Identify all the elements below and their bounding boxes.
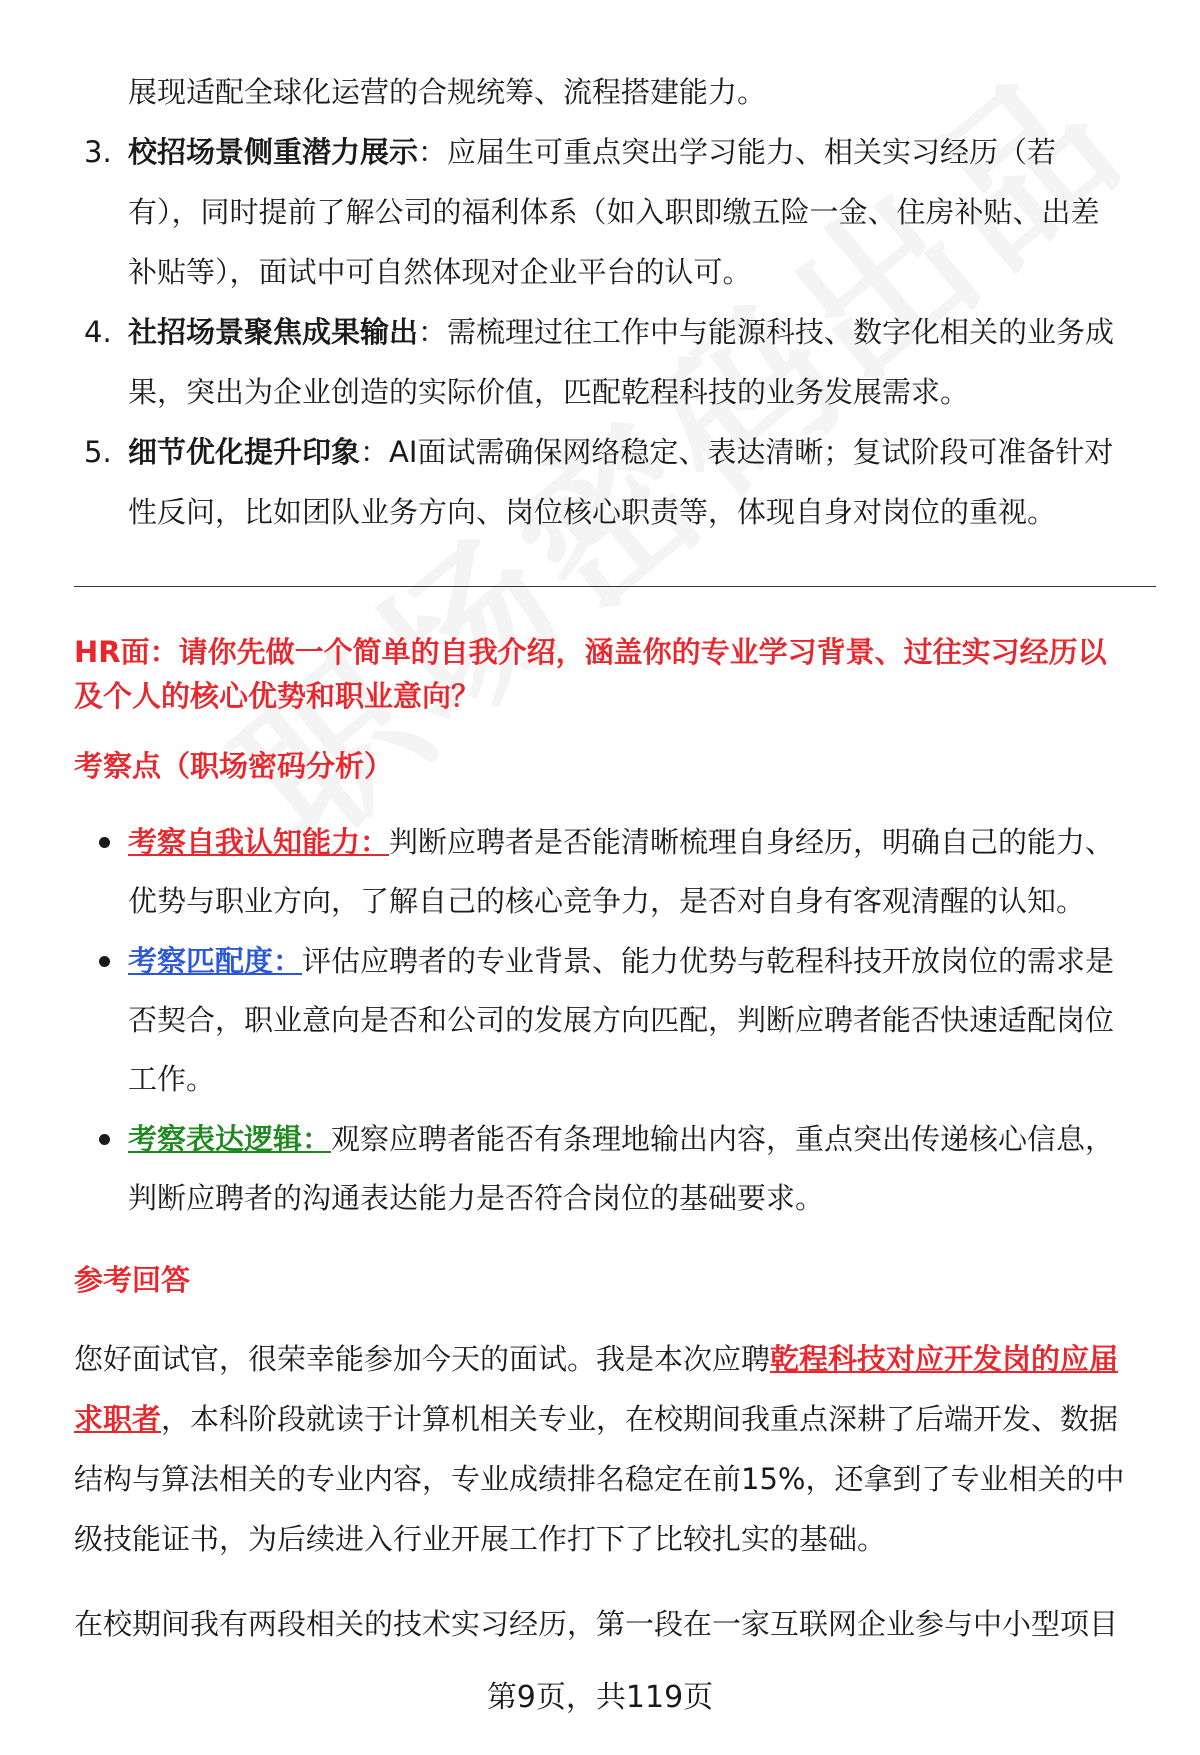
list-item-3-line-3: 补贴等），面试中可自然体现对企业平台的认可。 xyxy=(128,255,752,289)
answer-p1-line-2: 求职者，本科阶段就读于计算机相关专业，在校期间我重点深耕了后端开发、数据 xyxy=(74,1402,1119,1436)
list-item-5-line-2: 性反问，比如团队业务方向、岗位核心职责等，体现自身对岗位的重视。 xyxy=(128,495,1057,529)
bullet-1-label: 考察自我认知能力： xyxy=(128,825,390,859)
list-item-4-line-2: 果，突出为企业创造的实际价值，匹配乾程科技的业务发展需求。 xyxy=(128,375,970,409)
bullet-2-line-1: 考察匹配度：评估应聘者的专业背景、能力优势与乾程科技开放岗位的需求是 xyxy=(128,944,1115,978)
list-item-5-title: 细节优化提升印象 xyxy=(128,435,361,469)
list-continuation: 展现适配全球化运营的合规统筹、流程搭建能力。 xyxy=(128,75,767,109)
list-item-3-line-1: 校招场景侧重潜力展示：应届生可重点突出学习能力、相关实习经历（若 xyxy=(128,135,1057,169)
answer-p2-line-1: 在校期间我有两段相关的技术实习经历，第一段在一家互联网企业参与中小型项目 xyxy=(74,1607,1119,1641)
bullet-3-label: 考察表达逻辑： xyxy=(128,1122,332,1156)
list-number-3: 3. xyxy=(84,135,112,169)
list-item-4-line-1: 社招场景聚焦成果输出：需梳理过往工作中与能源科技、数字化相关的业务成 xyxy=(128,315,1115,349)
bullet-2-label: 考察匹配度： xyxy=(128,944,303,978)
list-item-5-line-1: 细节优化提升印象：AI面试需确保网络稳定、表达清晰；复试阶段可准备针对 xyxy=(128,435,1114,469)
answer-p1-line-4: 级技能证书，为后续进入行业开展工作打下了比较扎实的基础。 xyxy=(74,1522,887,1556)
list-item-4-title: 社招场景聚焦成果输出 xyxy=(128,315,419,349)
bullet-2-line-3: 工作。 xyxy=(128,1062,216,1096)
page-number: 第9页，共119页 xyxy=(486,1680,714,1715)
section-divider xyxy=(74,586,1156,587)
question-line-1: HR面：请你先做一个简单的自我介绍，涵盖你的专业学习背景、过往实习经历以 xyxy=(74,635,1107,669)
bullet-dot xyxy=(99,1134,110,1145)
answer-highlight: 求职者 xyxy=(74,1402,162,1436)
bullet-2-line-2: 否契合，职业意向是否和公司的发展方向匹配，判断应聘者能否快速适配岗位 xyxy=(128,1003,1115,1037)
bullet-dot xyxy=(99,837,110,848)
bullet-3-line-1: 考察表达逻辑：观察应聘者能否有条理地输出内容，重点突出传递核心信息， xyxy=(128,1122,1115,1156)
list-number-4: 4. xyxy=(84,315,112,349)
list-number-5: 5. xyxy=(84,435,112,469)
answer-highlight: 乾程科技对应开发岗的应届 xyxy=(770,1342,1119,1376)
bullet-1-line-1: 考察自我认知能力：判断应聘者是否能清晰梳理自身经历，明确自己的能力、 xyxy=(128,825,1115,859)
bullet-3-line-2: 判断应聘者的沟通表达能力是否符合岗位的基础要求。 xyxy=(128,1181,825,1215)
exam-points-heading: 考察点（职场密码分析） xyxy=(74,749,394,783)
answer-heading: 参考回答 xyxy=(74,1263,191,1297)
list-item-3-title: 校招场景侧重潜力展示 xyxy=(128,135,419,169)
bullet-dot xyxy=(99,956,110,967)
list-item-3-line-2: 有），同时提前了解公司的福利体系（如入职即缴五险一金、住房补贴、出差 xyxy=(128,195,1100,229)
answer-p1-line-3: 结构与算法相关的专业内容，专业成绩排名稳定在前15%，还拿到了专业相关的中 xyxy=(74,1462,1125,1496)
answer-p1-line-1: 您好面试官，很荣幸能参加今天的面试。我是本次应聘乾程科技对应开发岗的应届 xyxy=(74,1342,1119,1376)
question-line-2: 及个人的核心优势和职业意向？ xyxy=(74,679,481,713)
bullet-1-line-2: 优势与职业方向，了解自己的核心竞争力，是否对自身有客观清醒的认知。 xyxy=(128,884,1086,918)
